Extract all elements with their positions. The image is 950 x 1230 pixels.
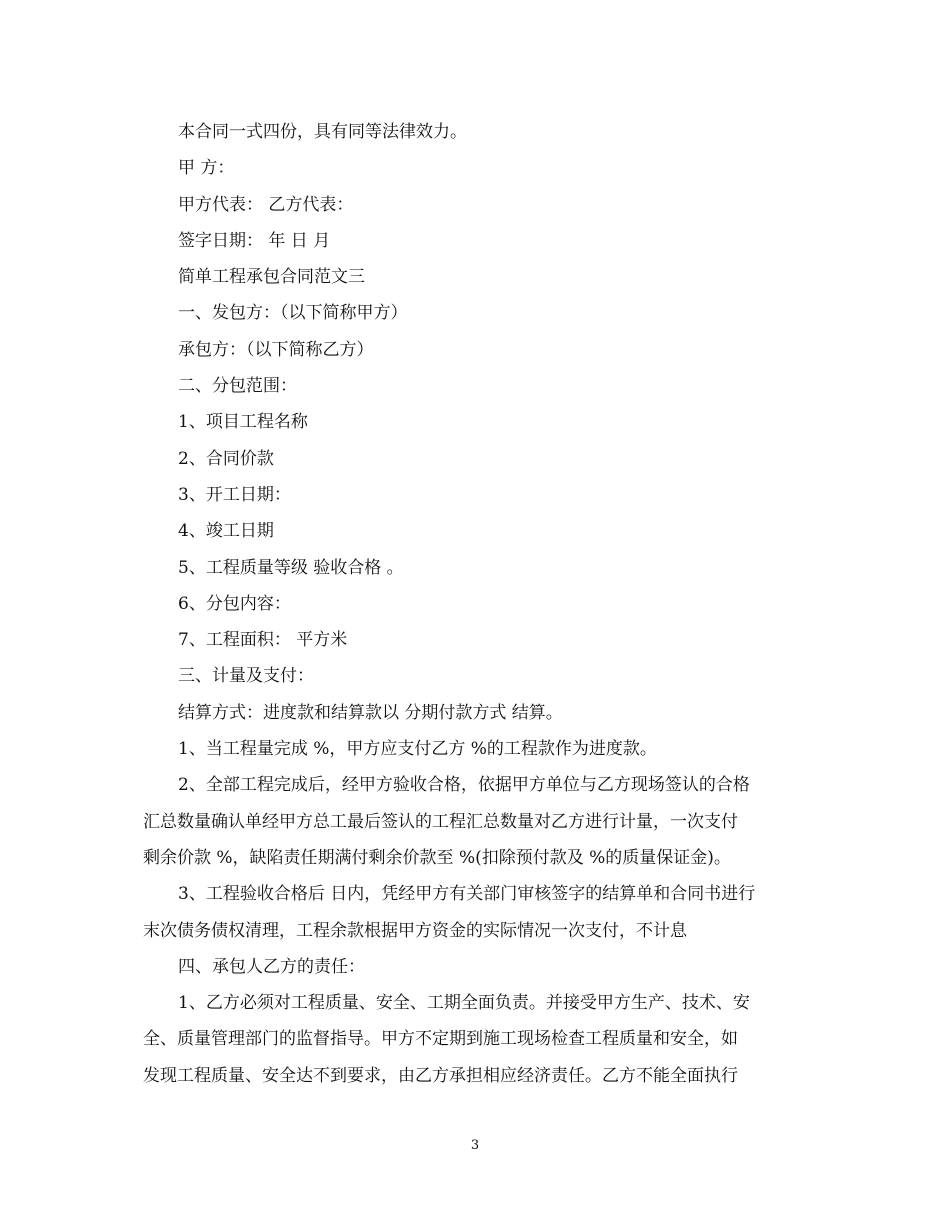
text-line: 末次债务债权清理，工程余款根据甲方资金的实际情况一次支付，不计息 xyxy=(143,920,687,941)
text-line: 甲方代表： 乙方代表： xyxy=(178,194,354,215)
text-line: 汇总数量确认单经甲方总工最后签认的工程汇总数量对乙方进行计量，一次支付 xyxy=(143,811,738,832)
text-line: 3、开工日期： xyxy=(178,484,291,505)
text-line: 2、全部工程完成后，经甲方验收合格，依据甲方单位与乙方现场签认的合格 xyxy=(178,775,750,796)
text-line: 本合同一式四份，具有同等法律效力。 xyxy=(178,122,467,142)
text-line: 一、发包方：（以下简称甲方） xyxy=(178,303,408,324)
text-line: 1、乙方必须对工程质量、安全、工期全面负责。并接受甲方生产、技术、安 xyxy=(178,993,750,1014)
text-line: 结算方式：进度款和结算款以 分期付款方式 结算。 xyxy=(178,702,563,723)
text-line: 四、承包人乙方的责任： xyxy=(178,956,365,977)
text-line: 剩余价款 %，缺陷责任期满付剩余价款至 %(扣除预付款及 %的质量保证金)。 xyxy=(143,847,731,868)
document-body xyxy=(143,114,813,1094)
text-line: 简单工程承包合同范文三 xyxy=(178,267,365,288)
text-line: 5、工程质量等级 验收合格 。 xyxy=(178,557,404,578)
text-line: 甲 方： xyxy=(178,158,235,179)
text-line: 2、合同价款 xyxy=(178,448,274,469)
text-line: 二、分包范围： xyxy=(178,376,297,397)
text-line: 承包方：（以下简称乙方） xyxy=(178,339,374,360)
text-line: 7、工程面积： 平方米 xyxy=(178,630,348,651)
text-line: 全、质量管理部门的监督指导。甲方不定期到施工现场检查工程质量和安全，如 xyxy=(143,1029,738,1050)
text-line: 4、竣工日期 xyxy=(178,521,274,542)
text-line: 三、计量及支付： xyxy=(178,666,314,687)
text-line: 6、分包内容： xyxy=(178,593,291,614)
page-number: 3 xyxy=(470,1138,480,1153)
text-line: 1、当工程量完成 %，甲方应支付乙方 %的工程款作为进度款。 xyxy=(178,739,657,760)
text-line: 签字日期： 年 日 月 xyxy=(178,230,331,251)
text-line: 1、项目工程名称 xyxy=(178,412,308,433)
text-line: 发现工程质量、安全达不到要求，由乙方承担相应经济责任。乙方不能全面执行 xyxy=(143,1065,738,1086)
text-line: 3、工程验收合格后 日内，凭经甲方有关部门审核签字的结算单和合同书进行 xyxy=(178,884,756,905)
